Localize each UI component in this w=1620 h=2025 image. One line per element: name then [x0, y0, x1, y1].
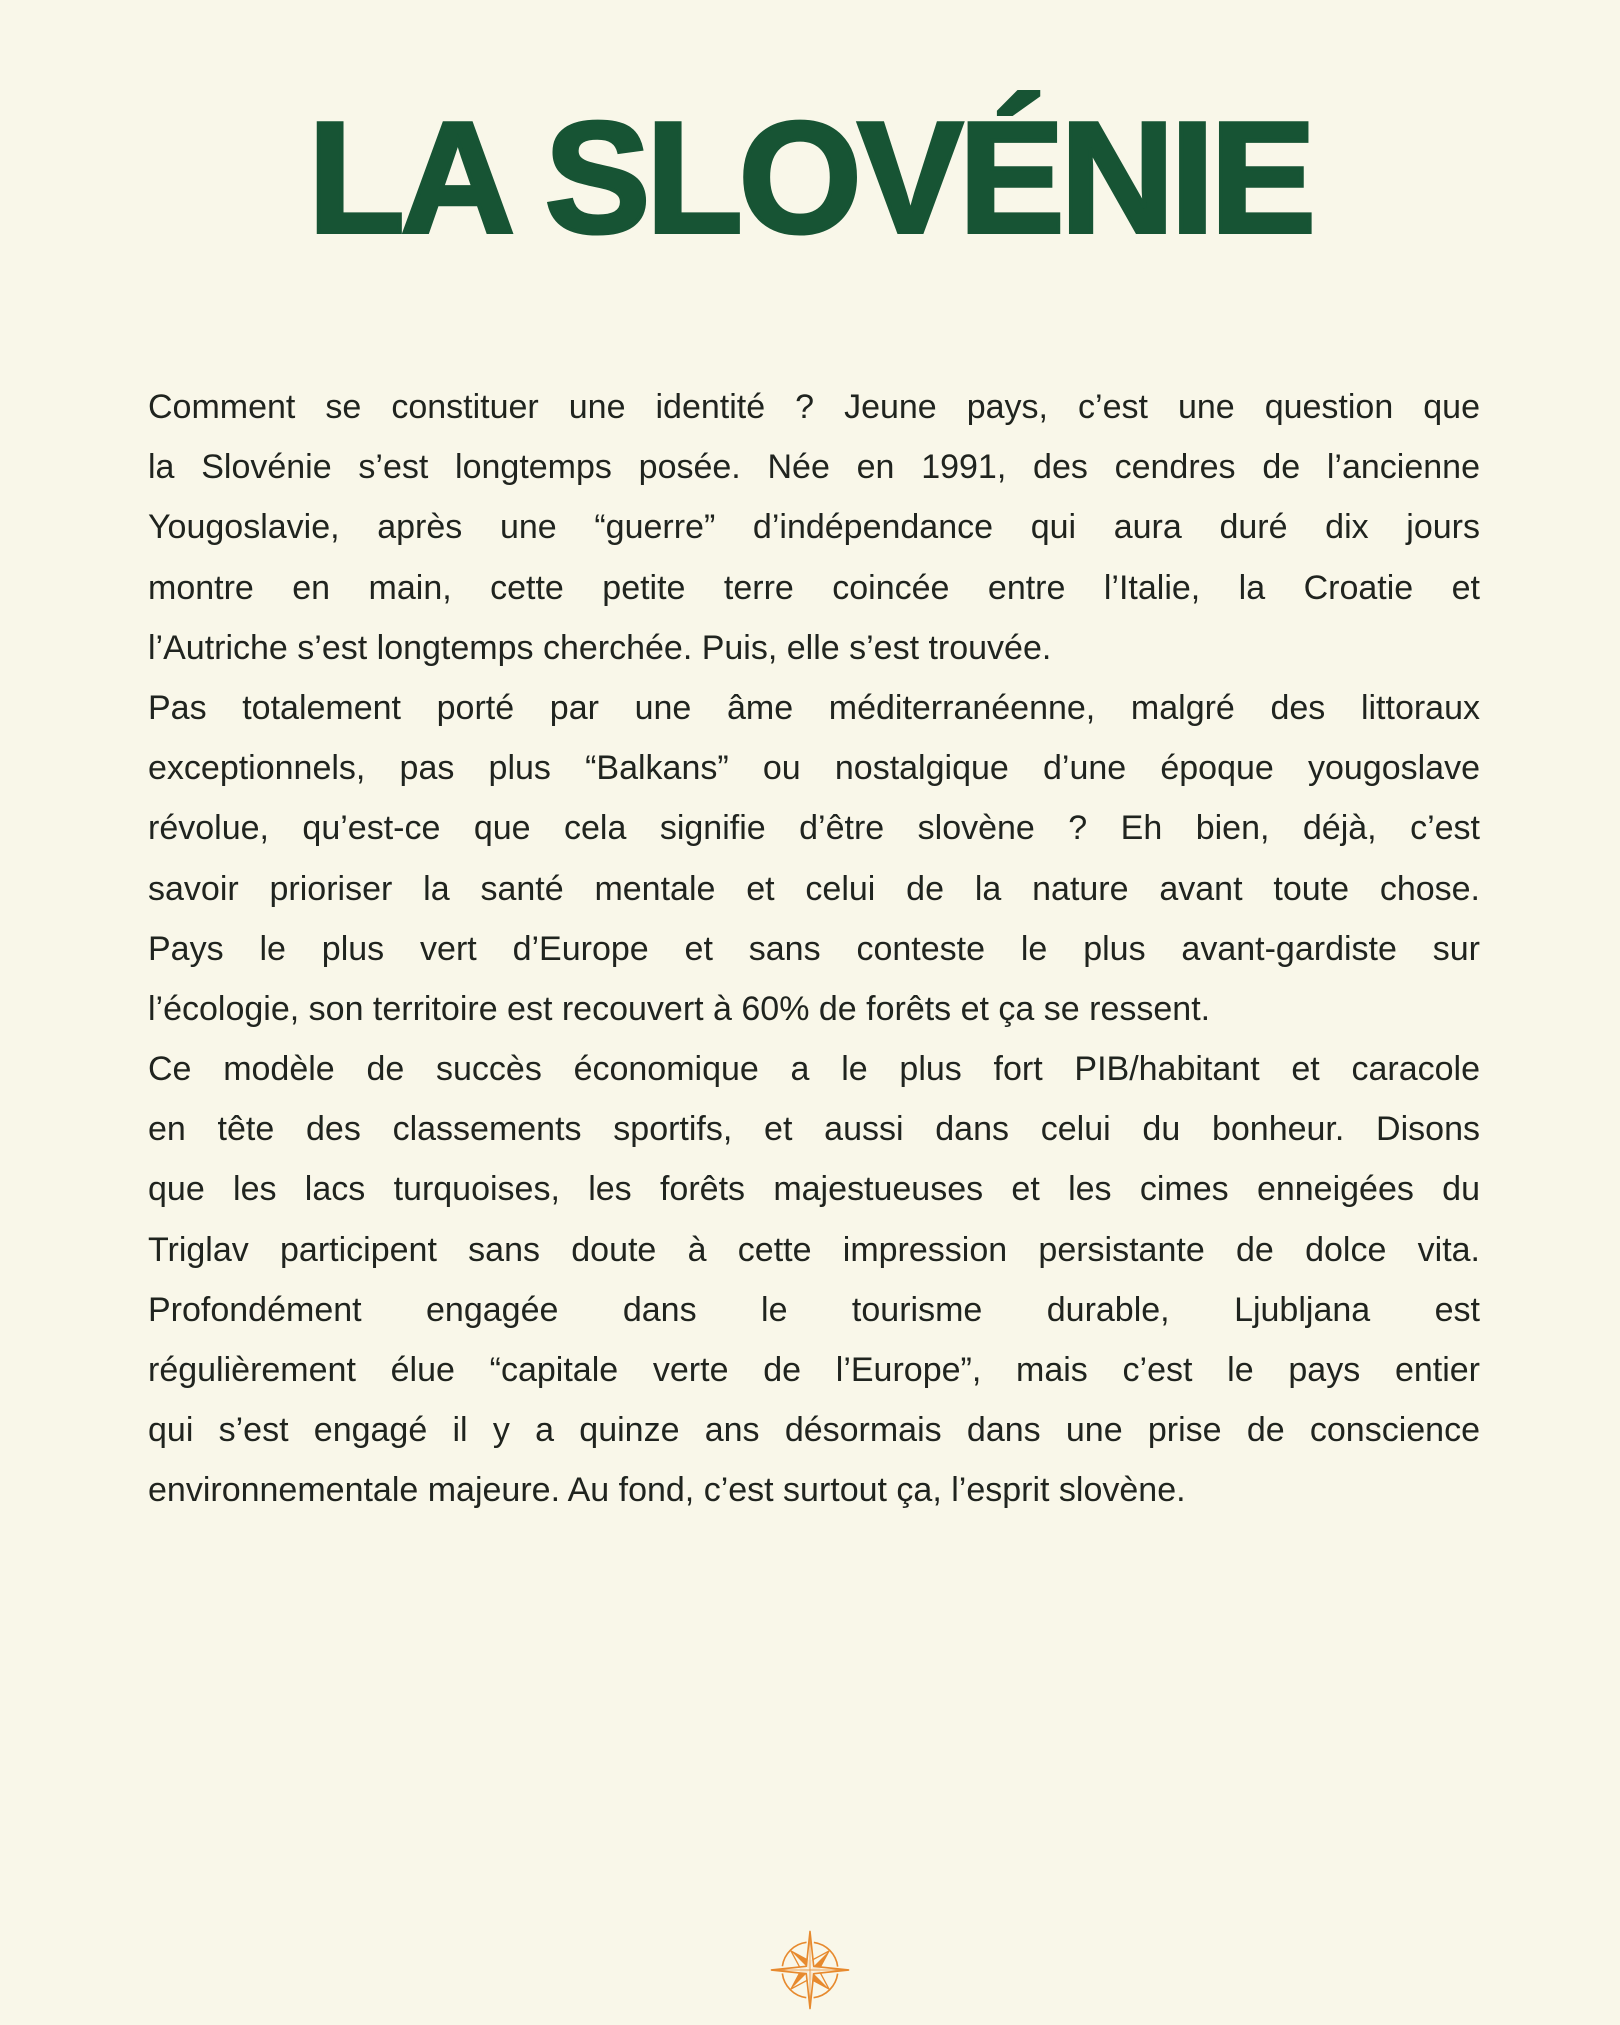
body-text [148, 377, 1480, 1521]
body-line: qui s’est engagé il y a quinze ans désormais dans une prise de conscience [148, 1411, 1480, 1450]
compass-rose-icon [769, 1927, 851, 2013]
body-line: que les lacs turquoises, les forêts majestueuses et les cimes enneigées du [148, 1170, 1480, 1209]
body-line: régulièrement élue “capitale verte de l’Europe”, mais c’est le pays entier [148, 1351, 1480, 1389]
body-line: l’écologie, son territoire est recouvert à 60% de forêts et ça se ressent. [148, 989, 1211, 1028]
body-line: la Slovénie s’est longtemps posée. Née en 1991, des cendres de l’ancienne [148, 448, 1480, 487]
body-line: Pas totalement porté par une âme méditerranéenne, malgré des littoraux [148, 688, 1480, 727]
body-line: Ce modèle de succès économique a le plus fort PIB/habitant et caracole [148, 1050, 1480, 1089]
page-title: LA SLOVÉNIE [308, 90, 1312, 266]
body-line: exceptionnels, pas plus “Balkans” ou nostalgique d’une époque yougoslave [148, 749, 1480, 788]
body-line: Pays le plus vert d’Europe et sans conteste le plus avant-gardiste sur [148, 929, 1480, 968]
body-line: Triglav participent sans doute à cette impression persistante de dolce vita. [148, 1230, 1480, 1269]
body-line: savoir prioriser la santé mentale et celui de la nature avant toute chose. [148, 869, 1480, 908]
body-line: environnementale majeure. Au fond, c’est surtout ça, l’esprit slovène. [148, 1471, 1186, 1510]
body-line: Profondément engagée dans le tourisme durable, Ljubljana est [148, 1290, 1480, 1329]
body-line: l’Autriche s’est longtemps cherchée. Puis, elle s’est trouvée. [148, 628, 1052, 667]
body-line: révolue, qu’est-ce que cela signifie d’être slovène ? Eh bien, déjà, c’est [148, 809, 1480, 848]
body-line: Yougoslavie, après une “guerre” d’indépendance qui aura duré dix jours [148, 508, 1480, 547]
body-line: montre en main, cette petite terre coincée entre l’Italie, la Croatie et [148, 568, 1480, 607]
body-line: en tête des classements sportifs, et aussi dans celui du bonheur. Disons [148, 1110, 1480, 1149]
body-line: Comment se constituer une identité ? Jeune pays, c’est une question que [148, 388, 1480, 426]
